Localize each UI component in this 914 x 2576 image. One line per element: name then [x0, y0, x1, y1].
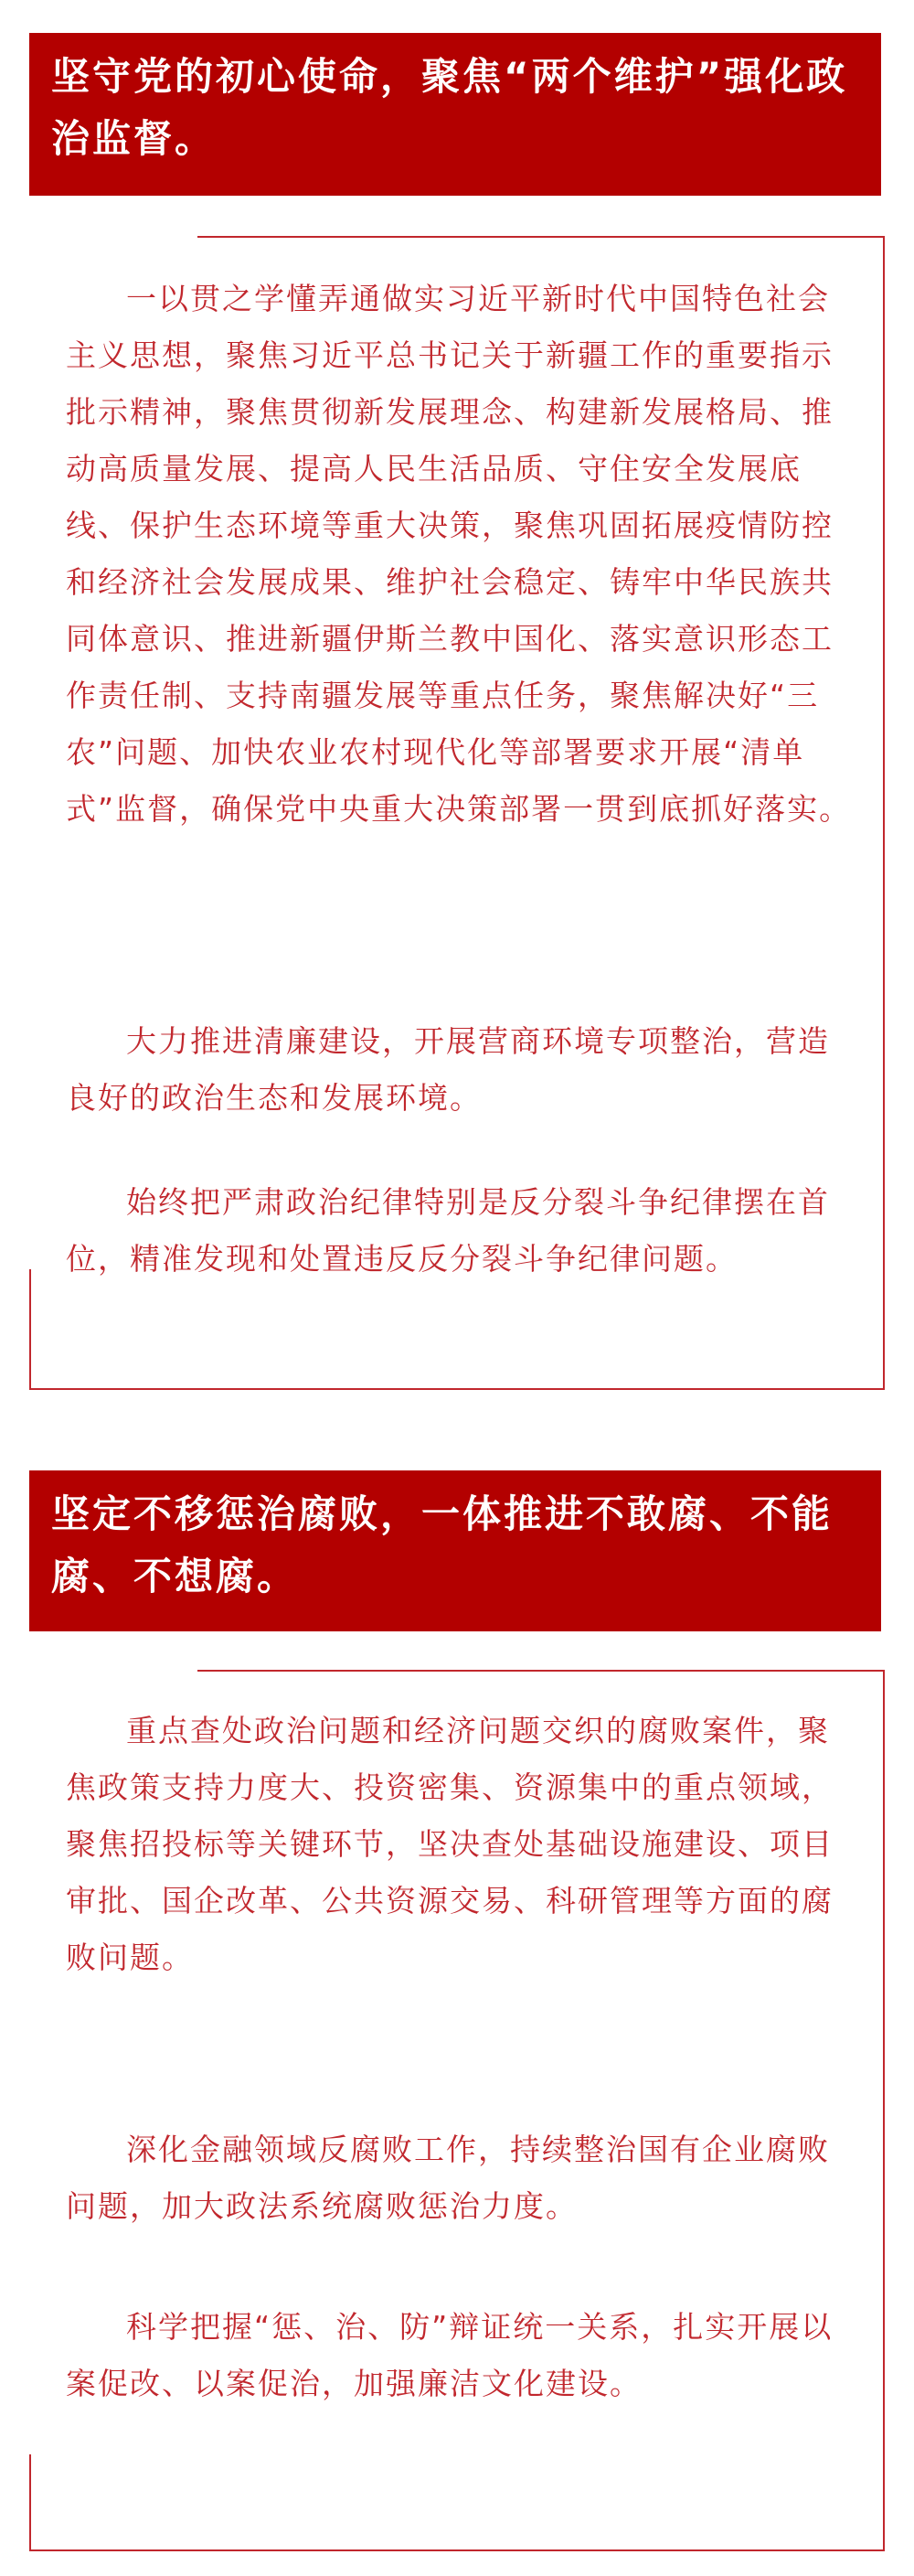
section-2-heading: 坚定不移惩治腐败，一体推进不敢腐、不能腐、不想腐。	[51, 1491, 834, 1598]
section-1-heading: 坚守党的初心使命，聚焦“两个维护”强化政治监督。	[51, 54, 848, 161]
frame-line	[29, 2549, 885, 2551]
frame-line	[197, 1670, 885, 1672]
section-2-banner	[29, 1470, 881, 1631]
paragraph: 重点查处政治问题和经济问题交织的腐败案件，聚焦政策支持力度大、投资密集、资源集中的重点领域，聚焦招投标等关键环节，坚决查处基础设施建设、项目审批、国企改革、公共资源交易、科研管理等方面的腐败问题。	[66, 1713, 834, 1975]
paragraph: 始终把严肃政治纪律特别是反分裂斗争纪律摆在首位，精准发现和处置违反反分裂斗争纪律问题。	[66, 1184, 830, 1277]
paragraph: 深化金融领域反腐败工作，持续整治国有企业腐败问题，加大政法系统腐败惩治力度。	[66, 2132, 830, 2224]
frame-line	[29, 1269, 31, 1390]
frame-line	[883, 236, 885, 1390]
frame-line	[197, 236, 885, 238]
frame-line	[883, 1670, 885, 2551]
paragraph: 一以贯之学懂弄通做实习近平新时代中国特色社会主义思想，聚焦习近平总书记关于新疆工作的重要指示批示精神，聚焦贯彻新发展理念、构建新发展格局、推动高质量发展、提高人民生活品质、守住安全发展底线、保护生态环境等重大决策，聚焦巩固拓展疫情防控和经济社会发展成果、维护社会稳定、铸牢中华民族共同体意识、推进新疆伊斯兰教中国化、落实意识形态工作责任制、支持南疆发展等重点任务，聚焦解决好“三农”问题、加快农业农村现代化等部署要求开展“清单式”监督，确保党中央重大决策部署一贯到底抓好落实。	[66, 281, 852, 827]
section-2-body	[29, 1670, 885, 2551]
section-1-banner	[29, 33, 881, 196]
section-1-body	[29, 236, 885, 1390]
paragraph: 大力推进清廉建设，开展营商环境专项整治，营造良好的政治生态和发展环境。	[66, 1023, 830, 1116]
frame-line	[29, 2454, 31, 2551]
paragraph: 科学把握“惩、治、防”辩证统一关系，扎实开展以案促改、以案促治，加强廉洁文化建设。	[66, 2309, 834, 2401]
frame-line	[29, 1388, 885, 1390]
